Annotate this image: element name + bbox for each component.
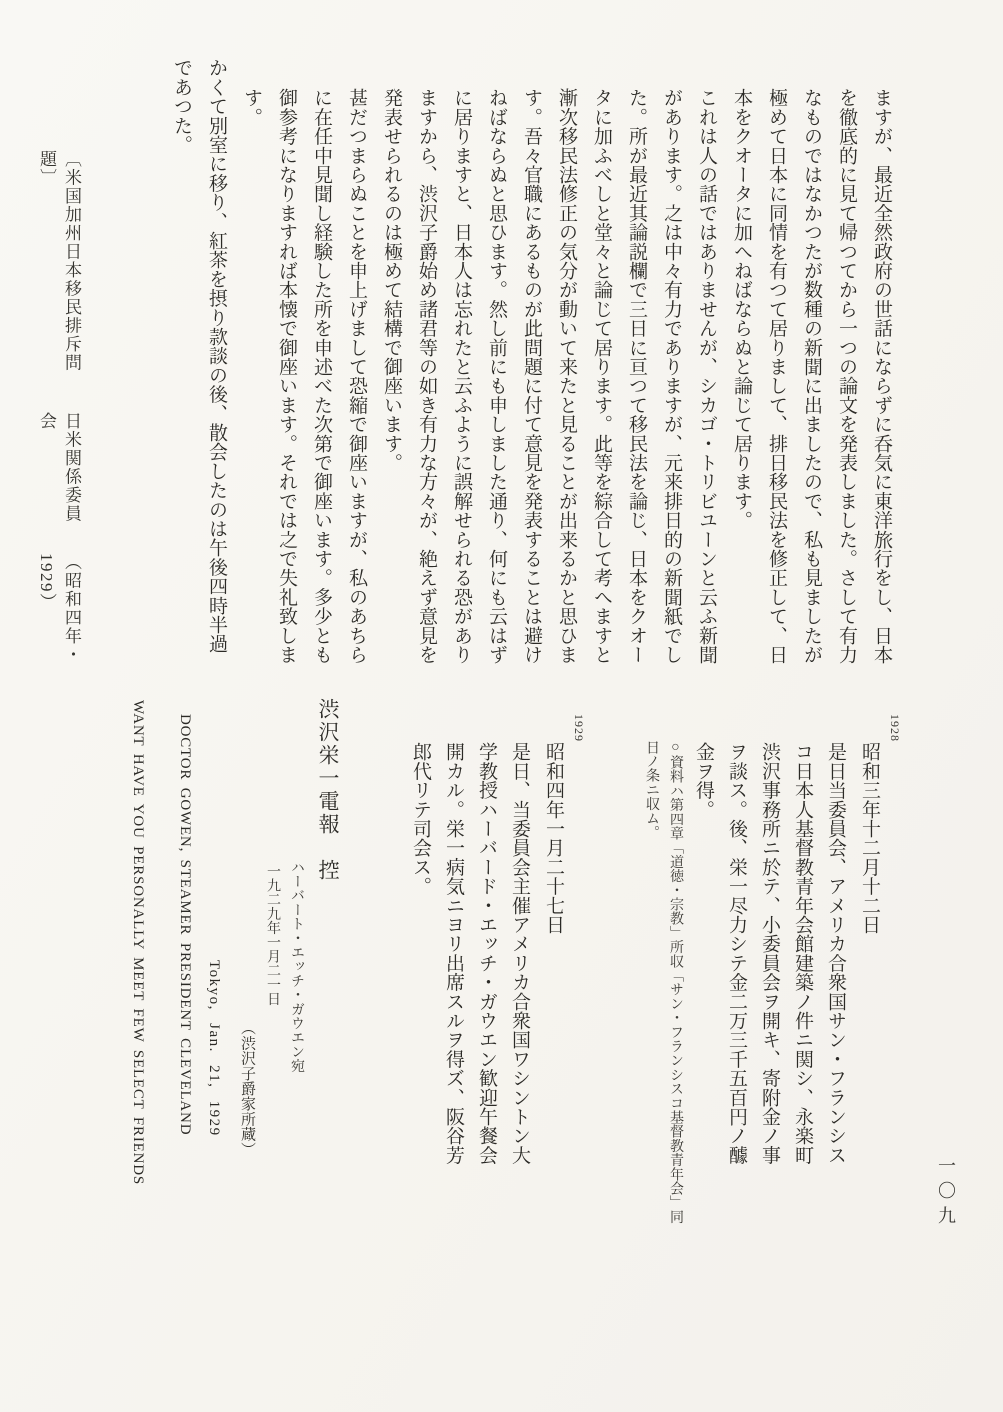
telegram-record bbox=[122, 698, 346, 1273]
side-header-committee: 日米関係委員会 bbox=[37, 411, 81, 523]
main-text-column: に在任中見聞し経験した所を申述べた次第で御座います。多少とも bbox=[311, 88, 332, 664]
record-body-column: 金ヲ得。 bbox=[693, 742, 714, 819]
main-text-column: なものではなかつたが数種の新聞に出ましたので、私も見ましたが bbox=[801, 88, 822, 664]
side-header-year: （昭和四年・1929） bbox=[37, 553, 81, 665]
main-text-column: ますから、渋沢子爵始め諸君等の如き有力な方々が、絶えず意見を bbox=[416, 88, 437, 664]
record-body-column: 郎代リテ司会ス。 bbox=[410, 742, 431, 896]
telegram-date-jp: 一九二九年一月二一日 bbox=[265, 864, 280, 1006]
main-text-column: を徹底的に見て帰つてから一つの論文を発表しました。さして有力 bbox=[836, 88, 857, 664]
year-label-1929: 1929 bbox=[572, 714, 586, 742]
page-number: 一〇九 bbox=[936, 1156, 956, 1231]
diary-entry-1928 bbox=[639, 698, 903, 1273]
main-text-block bbox=[158, 58, 899, 690]
telegram-source-note: （渋沢子爵家所蔵） bbox=[239, 1020, 255, 1157]
telegram-dateline-en: Tokyo, Jan. 21, 1929 bbox=[206, 960, 222, 1137]
record-body-column: コ日本人基督教青年会館建築ノ件ニ関シ、永楽町 bbox=[792, 742, 813, 1165]
record-body-column: ヲ談ス。後、栄一尽力シテ金二万三千五百円ノ醵 bbox=[726, 742, 747, 1165]
main-text-column: す。吾々官職にあるものが此問題に付て意見を発表することは避け bbox=[521, 88, 542, 664]
date-line-1929: 昭和四年一月二十七日 bbox=[543, 742, 564, 934]
main-text-column: タに加ふべしと堂々と論じて居ります。此等を綜合して考へますと bbox=[591, 88, 612, 664]
closing-paragraphs bbox=[164, 58, 234, 690]
speech-paragraphs bbox=[234, 58, 899, 690]
main-text-column: 極めて日本に同情を有つて居りまして、排日移民法を修正して、日 bbox=[766, 88, 787, 664]
main-text-column: に居りますと、日本人は忘れたと云ふように誤解せられる恐があり bbox=[451, 88, 472, 664]
record-body-column: 学教授ハーバード・エッチ・ガウエン歓迎午餐会 bbox=[476, 742, 497, 1165]
main-text-column: た。所が最近其論説欄で三日に亘つて移民法を論じ、日本をクオー bbox=[626, 88, 647, 664]
record-body-column: 是日、当委員会主催アメリカ合衆国ワシントン大 bbox=[509, 742, 530, 1165]
main-text-column: かくて別室に移り、紅茶を摂り款談の後、散会したのは午後四時半過 bbox=[206, 58, 227, 654]
record-body-column: 渋沢事務所ニ於テ、小委員会ヲ開キ、寄附金ノ事 bbox=[759, 742, 780, 1165]
telegram-line1-en: DOCTOR GOWEN, STEAMER PRESIDENT CLEVELAND bbox=[177, 714, 193, 1136]
main-text-column: 発表せられるのは極めて結構で御座います。 bbox=[381, 88, 402, 472]
records-block bbox=[122, 698, 903, 1273]
main-text-column: ねばならぬと思ひます。然し前にも申しました通り、何にも云はず bbox=[486, 88, 507, 664]
main-text-column: ますが、最近全然政府の世話にならずに呑気に東洋旅行をし、日本 bbox=[871, 88, 892, 664]
source-note-column: 日ノ条ニ収ム。 bbox=[644, 740, 659, 840]
side-header bbox=[34, 150, 84, 710]
side-header-topic: 〔米国加州日本移民排斥問題〕 bbox=[37, 150, 81, 372]
main-text-column: 御参考になりますれば本懐で御座います。それでは之で失礼致しま bbox=[276, 88, 297, 664]
record-body-column: 是日当委員会、アメリカ合衆国サン・フランシス bbox=[825, 742, 846, 1165]
telegram-heading: 渋沢栄一電報 控 bbox=[316, 698, 340, 882]
main-text-column: 漸次移民法修正の気分が動いて来たと見ることが出来るかと思ひま bbox=[556, 88, 577, 664]
entry-1928-body bbox=[687, 698, 852, 1273]
main-text-column: す。 bbox=[241, 88, 262, 127]
source-note-column: ○資料ハ第四章「道徳・宗教」所収「サン・フランシスコ基督教青年会」同 bbox=[668, 740, 683, 1224]
record-body-column: 開カル。栄一病気ニヨリ出席スルヲ得ズ、阪谷芳 bbox=[443, 742, 464, 1165]
year-label-1928: 1928 bbox=[888, 714, 902, 742]
main-text-column: これは人の話ではありませんが、シカゴ・トリビユーンと云ふ新聞 bbox=[696, 88, 717, 664]
diary-entry-1929 bbox=[404, 698, 587, 1273]
entry-1929-body bbox=[404, 698, 536, 1273]
date-line-1928: 昭和三年十二月十二日 bbox=[859, 742, 880, 934]
telegram-addressee: ハーバート・エッチ・ガウエン宛 bbox=[289, 860, 304, 1073]
entry-1928-source-note bbox=[639, 698, 687, 1273]
main-text-column: 本をクオータに加へねばならぬと論じて居ります。 bbox=[731, 88, 752, 530]
main-text-column: があります。之は中々有力でありますが、元来排日的の新聞紙でし bbox=[661, 88, 682, 664]
telegram-line2-en: WANT HAVE YOU PERSONALLY MEET FEW SELECT FRIENDS bbox=[130, 700, 146, 1186]
main-text-column: であつた。 bbox=[171, 58, 192, 154]
main-text-column: 甚だつまらぬことを申上げまして恐縮で御座いますが、私のあちら bbox=[346, 88, 367, 664]
